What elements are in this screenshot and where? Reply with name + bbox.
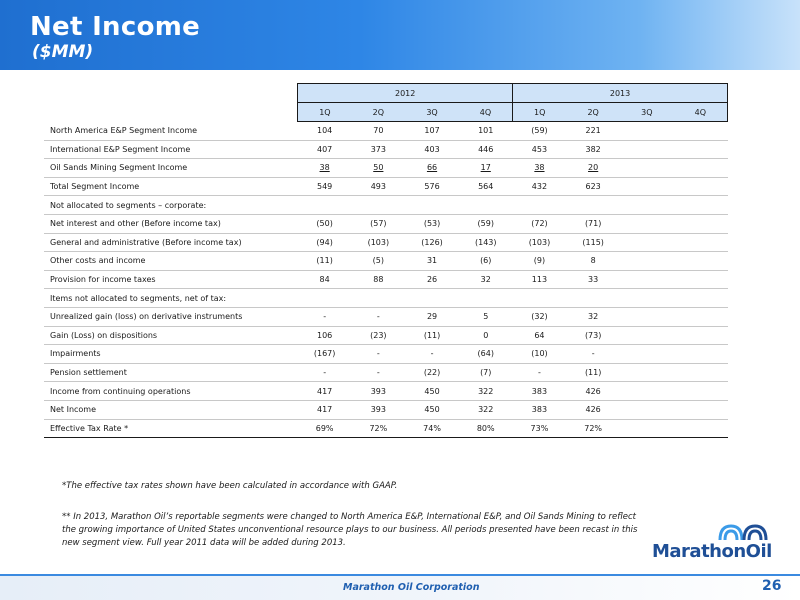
table-cell	[620, 233, 674, 252]
table-cell	[513, 289, 567, 308]
table-cell: 32	[459, 270, 513, 289]
table-cell: 38	[513, 159, 567, 178]
row-label: Net interest and other (Before income tax)	[44, 214, 298, 233]
table-cell: (22)	[405, 363, 459, 382]
row-label: Income from continuing operations	[44, 382, 298, 401]
company-logo	[652, 522, 772, 568]
table-cell	[674, 307, 728, 326]
footer-divider	[0, 574, 800, 576]
table-cell	[405, 289, 459, 308]
table-cell: (143)	[459, 233, 513, 252]
table-cell: 417	[298, 400, 352, 419]
page-title: Net Income	[30, 12, 201, 42]
table-cell: 107	[405, 122, 459, 141]
table-cell: (59)	[513, 122, 567, 141]
table-corner-2	[44, 103, 298, 122]
table-cell: 549	[298, 177, 352, 196]
row-label: International E&P Segment Income	[44, 140, 298, 159]
quarter-header: 3Q	[620, 103, 674, 122]
table-row	[44, 307, 728, 326]
table-row	[44, 326, 728, 345]
table-cell: 322	[459, 382, 513, 401]
row-label: Effective Tax Rate *	[44, 419, 298, 438]
table-cell	[620, 363, 674, 382]
table-row	[44, 122, 728, 141]
table-cell: 104	[298, 122, 352, 141]
table-row	[44, 270, 728, 289]
quarter-header: 2Q	[566, 103, 620, 122]
table-cell: 17	[459, 159, 513, 178]
table-cell	[620, 400, 674, 419]
table-cell: (9)	[513, 252, 567, 271]
table-cell: 450	[405, 382, 459, 401]
table-cell	[620, 214, 674, 233]
table-cell: 383	[513, 382, 567, 401]
table-cell	[674, 122, 728, 141]
logo-wordmark: MarathonOil	[652, 541, 772, 562]
table-cell: 450	[405, 400, 459, 419]
table-cell: (7)	[459, 363, 513, 382]
table-cell	[459, 196, 513, 215]
table-cell: 32	[566, 307, 620, 326]
table-cell: 26	[405, 270, 459, 289]
table-cell: (10)	[513, 345, 567, 364]
table-cell	[620, 177, 674, 196]
table-row	[44, 140, 728, 159]
table-cell: 8	[566, 252, 620, 271]
table-cell: 74%	[405, 419, 459, 438]
table-cell: 72%	[351, 419, 405, 438]
table-cell	[459, 289, 513, 308]
table-row	[44, 214, 728, 233]
table-cell	[620, 252, 674, 271]
table-cell	[674, 177, 728, 196]
table-cell: 453	[513, 140, 567, 159]
table-cell: 564	[459, 177, 513, 196]
row-label: North America E&P Segment Income	[44, 122, 298, 141]
table-cell	[620, 196, 674, 215]
table-cell	[620, 382, 674, 401]
table-cell: 373	[351, 140, 405, 159]
quarter-header: 4Q	[674, 103, 728, 122]
row-label: Gain (Loss) on dispositions	[44, 326, 298, 345]
table-cell: -	[298, 363, 352, 382]
row-label: Net Income	[44, 400, 298, 419]
table-cell: 0	[459, 326, 513, 345]
table-cell: (64)	[459, 345, 513, 364]
table-cell: 106	[298, 326, 352, 345]
table-row	[44, 252, 728, 271]
table-cell: 393	[351, 382, 405, 401]
row-label: General and administrative (Before income tax)	[44, 233, 298, 252]
segment-change-footnote: ** In 2013, Marathon Oil’s reportable segments were changed to North America E&P, International E&P, and Oil Sands Mining to reflect the growing importance of United States unconventional resource plays to our business. All periods presented have been recast in this new segment view. Full year 2011 data will be added during 2013.	[62, 512, 638, 548]
table-cell: 73%	[513, 419, 567, 438]
table-row	[44, 159, 728, 178]
table-cell: 84	[298, 270, 352, 289]
table-cell	[674, 196, 728, 215]
marathon-arches-icon	[718, 522, 770, 542]
table-cell: 64	[513, 326, 567, 345]
table-cell	[674, 140, 728, 159]
table-cell	[674, 233, 728, 252]
table-cell	[620, 140, 674, 159]
table-cell: 322	[459, 400, 513, 419]
table-cell: (53)	[405, 214, 459, 233]
table-cell: 20	[566, 159, 620, 178]
table-cell: (6)	[459, 252, 513, 271]
table-cell: 623	[566, 177, 620, 196]
page-subtitle: ($MM)	[32, 42, 94, 62]
table-cell: -	[566, 345, 620, 364]
row-label: Other costs and income	[44, 252, 298, 271]
table-cell: 70	[351, 122, 405, 141]
table-cell: 403	[405, 140, 459, 159]
table-cell	[620, 270, 674, 289]
table-cell: (72)	[513, 214, 567, 233]
table-cell: 426	[566, 400, 620, 419]
table-cell: 72%	[566, 419, 620, 438]
table-cell	[351, 289, 405, 308]
table-cell: 426	[566, 382, 620, 401]
table-cell: 407	[298, 140, 352, 159]
table-cell: 417	[298, 382, 352, 401]
table-cell: (167)	[298, 345, 352, 364]
page-number: 26	[762, 578, 782, 594]
table-cell: 66	[405, 159, 459, 178]
table-cell	[620, 345, 674, 364]
table-cell: -	[351, 363, 405, 382]
year-header-2012: 2012	[298, 84, 513, 103]
table-cell: -	[298, 307, 352, 326]
row-label: Unrealized gain (loss) on derivative instruments	[44, 307, 298, 326]
quarter-header: 3Q	[405, 103, 459, 122]
quarter-header: 1Q	[513, 103, 567, 122]
table-row	[44, 196, 728, 215]
table-cell	[674, 400, 728, 419]
table-cell: 50	[351, 159, 405, 178]
title-banner	[0, 0, 800, 70]
table-cell	[298, 196, 352, 215]
table-cell: (73)	[566, 326, 620, 345]
table-cell	[620, 122, 674, 141]
quarter-header: 1Q	[298, 103, 352, 122]
table-cell: 493	[351, 177, 405, 196]
quarter-header: 2Q	[351, 103, 405, 122]
table-cell	[351, 196, 405, 215]
row-label: Items not allocated to segments, net of tax:	[44, 289, 298, 308]
table-cell: (32)	[513, 307, 567, 326]
table-cell: (59)	[459, 214, 513, 233]
table-row	[44, 363, 728, 382]
table-cell: (71)	[566, 214, 620, 233]
row-label: Pension settlement	[44, 363, 298, 382]
quarter-header: 4Q	[459, 103, 513, 122]
table-cell: -	[351, 345, 405, 364]
table-cell	[674, 214, 728, 233]
table-cell: 5	[459, 307, 513, 326]
table-cell: (23)	[351, 326, 405, 345]
table-cell: (103)	[351, 233, 405, 252]
row-label: Provision for income taxes	[44, 270, 298, 289]
footer-company-name: Marathon Oil Corporation	[343, 582, 480, 593]
table-cell: (94)	[298, 233, 352, 252]
table-cell	[674, 419, 728, 438]
table-cell: (11)	[298, 252, 352, 271]
table-cell: (126)	[405, 233, 459, 252]
table-cell: 69%	[298, 419, 352, 438]
table-cell	[405, 196, 459, 215]
table-cell	[620, 159, 674, 178]
table-cell: 80%	[459, 419, 513, 438]
table-row	[44, 382, 728, 401]
table-cell	[674, 382, 728, 401]
table-cell: (11)	[405, 326, 459, 345]
table-cell: 33	[566, 270, 620, 289]
table-cell	[620, 307, 674, 326]
table-cell: -	[513, 363, 567, 382]
table-cell: (50)	[298, 214, 352, 233]
table-cell: (11)	[566, 363, 620, 382]
table-cell: (115)	[566, 233, 620, 252]
tax-rate-footnote: *The effective tax rates shown have been calculated in accordance with GAAP.	[62, 481, 398, 491]
table-cell: 29	[405, 307, 459, 326]
table-cell: 113	[513, 270, 567, 289]
table-cell	[620, 419, 674, 438]
table-cell: 88	[351, 270, 405, 289]
table-cell	[566, 196, 620, 215]
table-cell	[620, 326, 674, 345]
row-label: Not allocated to segments – corporate:	[44, 196, 298, 215]
table-cell: 383	[513, 400, 567, 419]
table-cell	[674, 159, 728, 178]
table-cell	[620, 289, 674, 308]
table-cell	[298, 289, 352, 308]
table-cell	[674, 326, 728, 345]
table-cell	[513, 196, 567, 215]
table-row	[44, 345, 728, 364]
year-header-row	[44, 84, 728, 103]
table-cell: 576	[405, 177, 459, 196]
row-label: Oil Sands Mining Segment Income	[44, 159, 298, 178]
table-cell: 432	[513, 177, 567, 196]
table-cell	[566, 289, 620, 308]
table-cell: 221	[566, 122, 620, 141]
table-cell: 31	[405, 252, 459, 271]
table-row	[44, 177, 728, 196]
table-cell: (57)	[351, 214, 405, 233]
table-cell: (103)	[513, 233, 567, 252]
table-cell	[674, 252, 728, 271]
table-cell: 38	[298, 159, 352, 178]
net-income-table	[44, 83, 728, 438]
table-cell: 382	[566, 140, 620, 159]
row-label: Impairments	[44, 345, 298, 364]
table-row	[44, 233, 728, 252]
table-cell: 393	[351, 400, 405, 419]
table-cell: -	[351, 307, 405, 326]
year-header-2013: 2013	[513, 84, 728, 103]
table-cell	[674, 270, 728, 289]
table-corner	[44, 84, 298, 103]
table-row	[44, 400, 728, 419]
table-cell	[674, 345, 728, 364]
table-cell: -	[405, 345, 459, 364]
table-row	[44, 419, 728, 438]
row-label: Total Segment Income	[44, 177, 298, 196]
table-cell	[674, 363, 728, 382]
table-row	[44, 289, 728, 308]
table-cell: 101	[459, 122, 513, 141]
quarter-header-row	[44, 103, 728, 122]
table-cell: (5)	[351, 252, 405, 271]
table-cell	[674, 289, 728, 308]
table-cell: 446	[459, 140, 513, 159]
